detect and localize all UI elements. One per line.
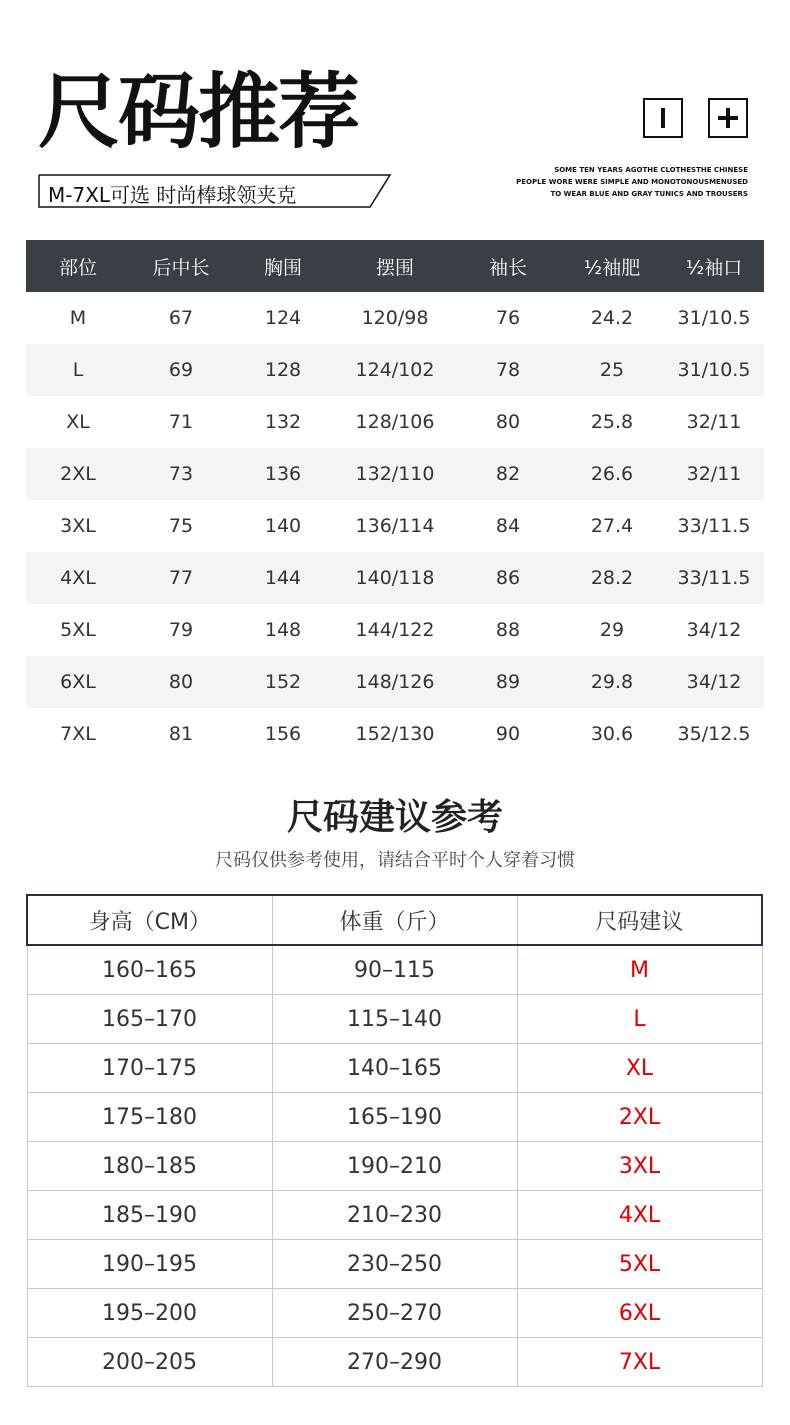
table-cell: 77 xyxy=(130,552,232,604)
table-cell: 136 xyxy=(232,448,334,500)
table-cell: 124 xyxy=(264,307,302,329)
table-cell: 7XL xyxy=(60,723,96,745)
header-cell: 部位 xyxy=(26,240,130,292)
table-cell: 270–290 xyxy=(272,1338,517,1387)
table-cell: 160–165 xyxy=(27,945,272,995)
table-cell: 190–195 xyxy=(27,1240,272,1289)
header-cell: ½袖口 xyxy=(664,240,764,292)
table-cell: 80 xyxy=(130,656,232,708)
minus-icon xyxy=(643,98,683,138)
table-cell: 4XL xyxy=(26,552,130,604)
table-row xyxy=(27,945,762,995)
size-suggestion-cell: L xyxy=(517,995,762,1044)
header-cell: ½袖肥 xyxy=(560,240,664,292)
slogan xyxy=(498,164,748,200)
table-cell: 76 xyxy=(495,307,521,329)
table-cell: 185–190 xyxy=(27,1191,272,1240)
table-cell: 69 xyxy=(130,344,232,396)
table-row xyxy=(26,396,764,448)
table-cell: 6XL xyxy=(26,656,130,708)
header-cell: 袖长 xyxy=(456,240,560,292)
header-cell: 尺码建议 xyxy=(517,895,762,945)
table-cell: 34/12 xyxy=(686,619,742,641)
table-cell: 79 xyxy=(168,619,194,641)
page-title: 尺码推荐 xyxy=(38,65,359,160)
table-cell: 27.4 xyxy=(590,515,634,537)
table-row xyxy=(26,344,764,396)
size-suggestion-cell: M xyxy=(517,945,762,995)
size-chart-header-row xyxy=(26,240,764,292)
table-cell: 190–210 xyxy=(272,1142,517,1191)
table-cell: 115–140 xyxy=(272,995,517,1044)
table-cell: 32/11 xyxy=(686,411,742,433)
size-suggestion-cell: XL xyxy=(517,1044,762,1093)
table-row xyxy=(27,1289,762,1338)
table-cell: 140/118 xyxy=(334,552,456,604)
table-cell: 152 xyxy=(232,656,334,708)
table-cell: XL xyxy=(66,411,90,433)
table-row xyxy=(26,552,764,604)
table-cell: 140–165 xyxy=(272,1044,517,1093)
table-cell: 90–115 xyxy=(272,945,517,995)
table-cell: 33/11.5 xyxy=(664,552,764,604)
table-cell: 25 xyxy=(560,344,664,396)
table-cell: 152/130 xyxy=(355,723,435,745)
table-cell: 250–270 xyxy=(272,1289,517,1338)
table-cell: 25.8 xyxy=(590,411,634,433)
table-row xyxy=(26,708,764,760)
table-cell: 210–230 xyxy=(272,1191,517,1240)
table-row xyxy=(27,1338,762,1387)
recommendation-note: 尺码仅供参考使用，请结合平时个人穿着习惯 xyxy=(215,850,575,871)
header-cell: 摆围 xyxy=(334,240,456,292)
table-cell: 128 xyxy=(232,344,334,396)
table-cell: 140 xyxy=(264,515,302,537)
table-cell: 132/110 xyxy=(334,448,456,500)
table-cell: 136/114 xyxy=(355,515,435,537)
table-cell: 89 xyxy=(456,656,560,708)
table-cell: 88 xyxy=(495,619,521,641)
plus-icon xyxy=(708,98,748,138)
size-suggestion-cell: 4XL xyxy=(517,1191,762,1240)
table-cell: 120/98 xyxy=(361,307,429,329)
size-suggestion-cell: 6XL xyxy=(517,1289,762,1338)
recommendation-header-row xyxy=(27,895,762,945)
table-cell: 144 xyxy=(232,552,334,604)
table-cell: 75 xyxy=(168,515,194,537)
table-cell: 175–180 xyxy=(27,1093,272,1142)
table-cell: 144/122 xyxy=(355,619,435,641)
table-row xyxy=(27,1191,762,1240)
slogan-line: PEOPLE WORE WERE SIMPLE AND MONOTONOUSMENUSED xyxy=(516,178,748,186)
table-cell: 170–175 xyxy=(27,1044,272,1093)
table-cell: 26.6 xyxy=(560,448,664,500)
table-cell: 2XL xyxy=(26,448,130,500)
subtitle-text: M-7XL可选 时尚棒球领夹克 xyxy=(48,183,297,207)
table-cell: 180–185 xyxy=(27,1142,272,1191)
header-cell: 身高（CM） xyxy=(27,895,272,945)
table-row xyxy=(27,995,762,1044)
slogan-line: TO WEAR BLUE AND GRAY TUNICS AND TROUSERS xyxy=(550,190,748,198)
table-cell: M xyxy=(69,307,87,329)
table-cell: 29.8 xyxy=(560,656,664,708)
table-cell: 81 xyxy=(168,723,194,745)
table-cell: 80 xyxy=(495,411,521,433)
table-cell: 124/102 xyxy=(334,344,456,396)
table-cell: 30.6 xyxy=(590,723,634,745)
table-cell: 82 xyxy=(456,448,560,500)
table-cell: L xyxy=(26,344,130,396)
table-cell: 128/106 xyxy=(355,411,435,433)
table-row xyxy=(26,604,764,656)
header-cell: 胸围 xyxy=(232,240,334,292)
table-row xyxy=(26,500,764,552)
table-cell: 148/126 xyxy=(334,656,456,708)
table-row xyxy=(27,1240,762,1289)
table-cell: 84 xyxy=(495,515,521,537)
table-cell: 31/10.5 xyxy=(677,307,751,329)
table-cell: 148 xyxy=(264,619,302,641)
table-cell: 29 xyxy=(599,619,625,641)
header-cell: 体重（斤） xyxy=(272,895,517,945)
table-cell: 78 xyxy=(456,344,560,396)
table-cell: 132 xyxy=(264,411,302,433)
table-cell: 35/12.5 xyxy=(677,723,751,745)
table-cell: 200–205 xyxy=(27,1338,272,1387)
header-cell: 后中长 xyxy=(130,240,232,292)
table-cell: 3XL xyxy=(60,515,96,537)
subtitle-box xyxy=(38,174,392,208)
table-cell: 67 xyxy=(168,307,194,329)
table-row xyxy=(27,1093,762,1142)
size-suggestion-cell: 2XL xyxy=(517,1093,762,1142)
table-cell: 28.2 xyxy=(560,552,664,604)
table-cell: 165–170 xyxy=(27,995,272,1044)
table-cell: 71 xyxy=(168,411,194,433)
table-cell: 31/10.5 xyxy=(664,344,764,396)
table-cell: 24.2 xyxy=(590,307,634,329)
table-row xyxy=(26,292,764,344)
table-cell: 5XL xyxy=(60,619,96,641)
table-cell: 195–200 xyxy=(27,1289,272,1338)
size-suggestion-cell: 5XL xyxy=(517,1240,762,1289)
size-chart-table xyxy=(26,240,764,760)
table-row xyxy=(27,1044,762,1093)
table-row xyxy=(26,656,764,708)
table-cell: 33/11.5 xyxy=(677,515,751,537)
table-cell: 34/12 xyxy=(664,656,764,708)
table-cell: 73 xyxy=(130,448,232,500)
recommendation-table xyxy=(26,894,763,1387)
table-cell: 90 xyxy=(495,723,521,745)
recommendation-title: 尺码建议参考 xyxy=(286,797,503,838)
table-cell: 86 xyxy=(456,552,560,604)
slogan-line: SOME TEN YEARS AGOTHE CLOTHESTHE CHINESE xyxy=(554,166,748,174)
table-cell: 156 xyxy=(264,723,302,745)
table-row xyxy=(27,1142,762,1191)
table-row xyxy=(26,448,764,500)
size-suggestion-cell: 7XL xyxy=(517,1338,762,1387)
table-cell: 230–250 xyxy=(272,1240,517,1289)
size-suggestion-cell: 3XL xyxy=(517,1142,762,1191)
table-cell: 165–190 xyxy=(272,1093,517,1142)
table-cell: 32/11 xyxy=(664,448,764,500)
